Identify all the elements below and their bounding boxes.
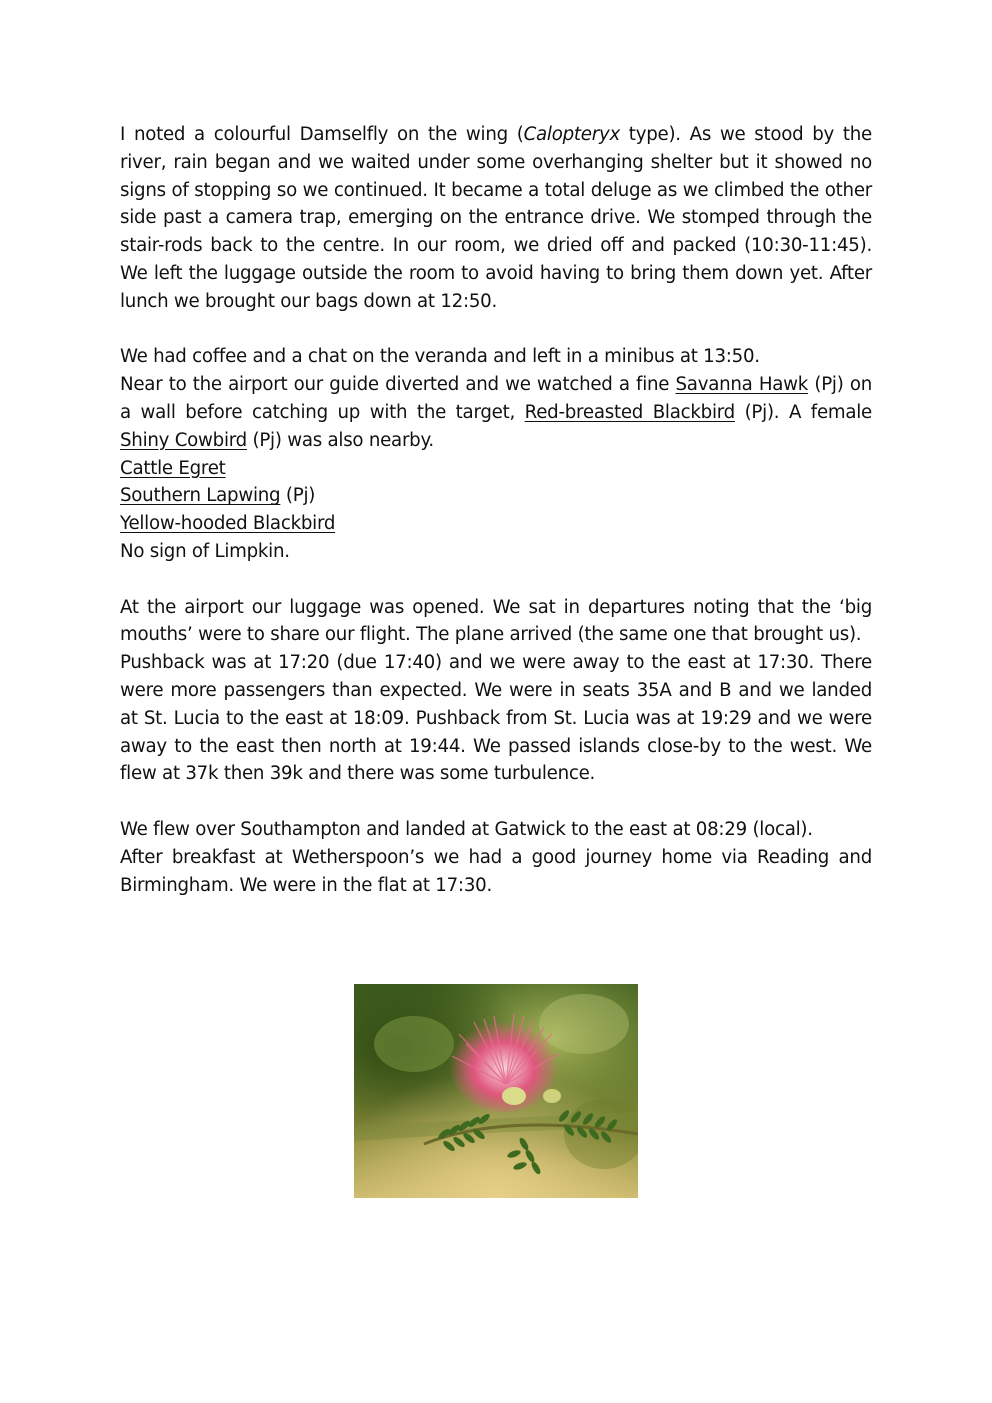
paragraph-veranda: We had coffee and a chat on the veranda and left in a minibus at 13:50. — [120, 346, 760, 368]
paragraph-journey-home: After breakfast at Wetherspoon’s we had a good journey home via Reading and Birmingham. We were in the flat at 17:30. — [120, 846, 872, 896]
document-body — [120, 121, 872, 899]
bird-southern-lapwing: Southern Lapwing — [120, 485, 281, 507]
paragraph-airport-birds — [120, 371, 872, 454]
paragraph-airport-departures: At the airport our luggage was opened. We sat in departures noting that the ‘big mouths’ were to share our flight. The plane arrived (the same one that brought us). — [120, 596, 872, 646]
mimosa-flower-illustration — [354, 984, 638, 1198]
bird-yellow-hooded-blackbird: Yellow-hooded Blackbird — [120, 513, 336, 535]
list-item-southern-lapwing — [120, 482, 872, 510]
paragraph-gap — [120, 788, 872, 816]
list-item-yellow-hooded-blackbird — [120, 510, 872, 538]
bird-cattle-egret: Cattle Egret — [120, 457, 226, 479]
text-run: (Pj) — [280, 485, 316, 507]
flower-bud — [543, 1089, 561, 1103]
bokeh-spot — [374, 1016, 454, 1072]
paragraph-landing: We flew over Southampton and landed at Gatwick to the east at 08:29 (local). — [120, 818, 813, 840]
bird-red-breasted-blackbird: Red-breasted Blackbird — [524, 401, 735, 423]
species-name-italic: Calopteryx — [523, 124, 620, 145]
text-run: I noted a colourful Damselfly on the wing ( — [120, 124, 524, 145]
list-item-cattle-egret — [120, 455, 872, 483]
text-run: (Pj) was also nearby. — [246, 429, 434, 451]
flower-bud — [502, 1087, 526, 1105]
text-run: Near to the airport our guide diverted and we watched a fine — [120, 374, 676, 396]
bird-savanna-hawk: Savanna Hawk — [675, 374, 809, 396]
paragraph-gap — [120, 566, 872, 594]
bird-shiny-cowbird: Shiny Cowbird — [120, 429, 247, 451]
flower-photo — [354, 984, 638, 1198]
list-item-no-limpkin: No sign of Limpkin. — [120, 540, 290, 562]
paragraph-flight: Pushback was at 17:20 (due 17:40) and we were away to the east at 17:30. There were more passengers than expected. We were in seats 35A and B and we landed at St. Lucia to the east at 18:09. Pushback from St. Lucia was at 19:29 and we were away to the east then north at 19:44. We passed islands close-by to the west. We flew at 37k then 39k and there was some turbulence. — [120, 652, 872, 785]
text-run: type). As we stood by the river, rain began and we waited under some overhanging shelter but it showed no signs of stopping so we continued. It became a total deluge as we climbed the other side past a camera trap, emerging on the entrance drive. We stomped through the stair-rods back to the centre. In our room, we dried off and packed (10:30-11:45). We left the luggage outside the room to avoid having to bring them down yet. After lunch we brought our bags down at 12:50. — [120, 124, 872, 312]
paragraph-damselfly — [120, 121, 872, 316]
paragraph-gap — [120, 316, 872, 344]
text-run: (Pj). A female — [734, 401, 872, 423]
text-run: (Pj) on a wall before catching up with the target, — [120, 374, 872, 423]
